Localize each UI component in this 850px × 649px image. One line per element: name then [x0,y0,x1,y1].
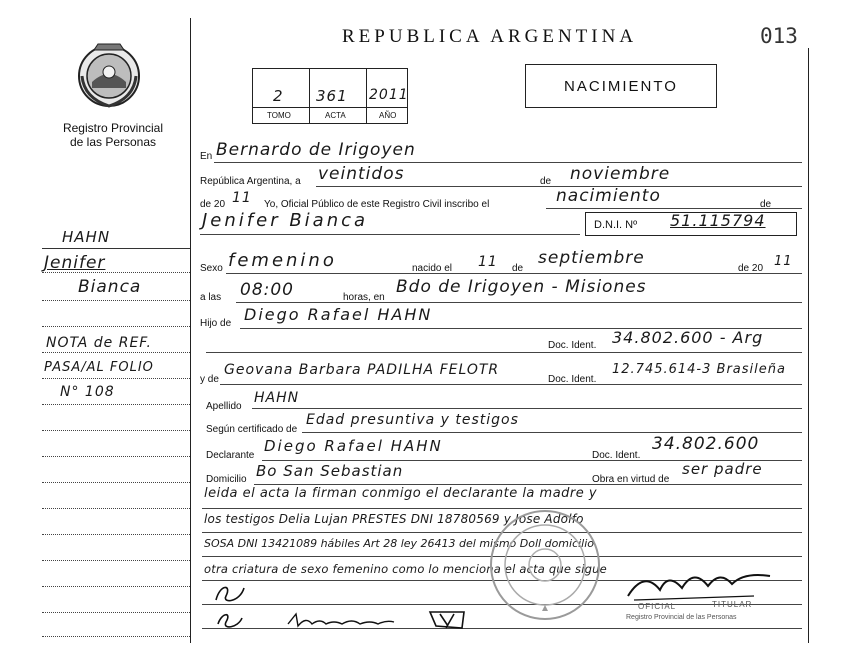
padre-value: Diego Rafael HAHN [244,305,433,324]
acta-value: 361 [316,87,348,105]
l8-rule [206,352,802,353]
sexo-label: Sexo [200,263,223,274]
l5-rule [226,273,802,274]
l2-prefix: República Argentina, a [200,176,301,187]
l4-rule [200,234,580,235]
free-line-3: SOSA DNI 13421089 hábiles Art 28 ley 26413 del mismo Doll domicilio [204,537,595,550]
free-line-4: otra criatura de sexo femenino como lo menciona el acta que sigue [204,562,607,576]
left-rule-11 [42,508,190,509]
l9-rule [220,384,802,385]
left-rule-5 [42,352,190,353]
country-title: REPUBLICA ARGENTINA [342,26,638,47]
madre-doc-label: Doc. Ident. [548,374,597,385]
right-border-line [808,48,809,643]
free-line-2: los testigos Delia Lujan PRESTES DNI 18780569 y Jose Adolfo [204,512,584,526]
official-title-stamp [620,598,790,628]
left-rule-13 [42,560,190,561]
nacido-label: nacido el [412,263,453,274]
nacido-year-label: de 20 [738,263,764,274]
madre-doc: 12.745.614-3 Brasileña [612,362,786,377]
sexo-value: femenino [228,250,337,271]
domicilio-label: Domicilio [206,474,247,485]
apellido-label: Apellido [206,401,242,412]
certificado-value: Edad presuntiva y testigos [306,412,519,428]
domicilio-value: Bo San Sebastian [256,462,404,480]
l3-suffix: de [760,199,772,210]
l6-rule [236,302,802,303]
document-type: NACIMIENTO [564,77,678,95]
hora-value: 08:00 [240,280,294,300]
registry-name [48,121,178,149]
anio-value: 2011 [369,87,409,103]
anio-label: AÑO [379,111,397,120]
l3-value: nacimiento [556,186,661,206]
declarante-value: Diego Rafael HAHN [264,437,443,455]
l1-rule [214,162,802,163]
acta-label: ACTA [325,111,346,120]
dni-box [585,212,797,236]
registry-name-line2: de las Personas [69,135,157,149]
left-surname: HAHN [62,228,111,246]
left-rule-1 [42,248,190,249]
declarante-doc: 34.802.600 [652,434,760,454]
witness-signature-icon-1 [212,582,248,606]
l11-rule [302,432,802,433]
left-rule-4 [42,326,190,327]
left-rule-9 [42,456,190,457]
obra-value: ser padre [682,460,763,478]
tomo-label: TOMO [267,111,291,120]
signer-label-1: OFICIAL [638,602,677,611]
l2-value2: noviembre [570,164,671,184]
dni-value: 51.115794 [670,211,766,230]
left-rule-12 [42,534,190,535]
left-rule-2 [42,272,190,273]
y-de-label: y de [200,374,219,385]
hijo-label: Hijo de [200,318,232,329]
left-rule-15 [42,612,190,613]
l4-name: Jenifer Bianca [202,210,369,231]
left-separator-line [190,18,191,643]
left-rule-16 [42,636,190,637]
declarante-doc-label: Doc. Ident. [592,450,641,461]
l1-prefix: En [200,151,213,162]
padre-doc: 34.802.600 - Arg [612,328,764,347]
l3-year: 11 [232,190,252,206]
nacido-de: de [512,263,524,274]
l2-value: veintidos [318,164,405,184]
tomo-acta-anio-box [252,68,408,124]
witness-signature-icon-2 [214,610,246,632]
left-given-name-1: Jenifer [44,253,106,273]
l3-prefix: de 20 [200,199,226,210]
registry-seal-icon [72,36,146,110]
left-note-line2: PASA/AL FOLIO [44,360,154,375]
l2-mid: de [540,176,552,187]
declarante-label: Declarante [206,450,255,461]
l13-rule [254,484,802,485]
left-note-line3: N° 108 [60,384,115,400]
signer-label-2: TITULAR [712,600,753,609]
document-type-box [525,64,717,108]
left-rule-7 [42,404,190,405]
free-line-1: leida el acta la firman conmigo el declarante la madre y [204,486,598,501]
madre-value: Geovana Barbara PADILHA FELOTR [224,362,500,378]
box-label-row [253,107,407,124]
l1-value: Bernardo de Irigoyen [216,140,416,160]
l3-rule [546,208,802,209]
apellido-value: HAHN [254,390,300,406]
l10-rule [252,408,802,409]
left-note-line1: NOTA de REF. [46,335,153,351]
left-rule-14 [42,586,190,587]
official-signature-icon [624,566,774,602]
hora-label: a las [200,292,222,303]
page-number: 013 [760,24,798,48]
obra-label: Obra en virtud de [592,474,670,485]
signer-label-3: Registro Provincial de las Personas [626,614,737,621]
padre-doc-label: Doc. Ident. [548,340,597,351]
witness-signature-icon-4 [426,606,470,632]
official-stamp-icon [488,508,602,622]
registry-name-line1: Registro Provincial [62,121,164,135]
lugar-value: Bdo de Irigoyen - Misiones [396,277,647,297]
tomo-value: 2 [273,87,284,105]
l3-text: Yo, Oficial Público de este Registro Civil inscribo el [264,199,490,210]
horas-en-label: horas, en [343,292,385,303]
nacido-year: 11 [774,254,793,269]
nacido-day: 11 [478,254,498,270]
left-rule-8 [42,430,190,431]
left-rule-6 [42,378,190,379]
left-rule-3 [42,300,190,301]
left-given-name-2: Bianca [78,277,142,297]
dni-label: D.N.I. Nº [594,219,638,231]
witness-signature-icon-3 [286,610,396,630]
left-rule-10 [42,482,190,483]
nacido-month: septiembre [538,248,645,268]
certificado-label: Según certificado de [206,424,298,435]
